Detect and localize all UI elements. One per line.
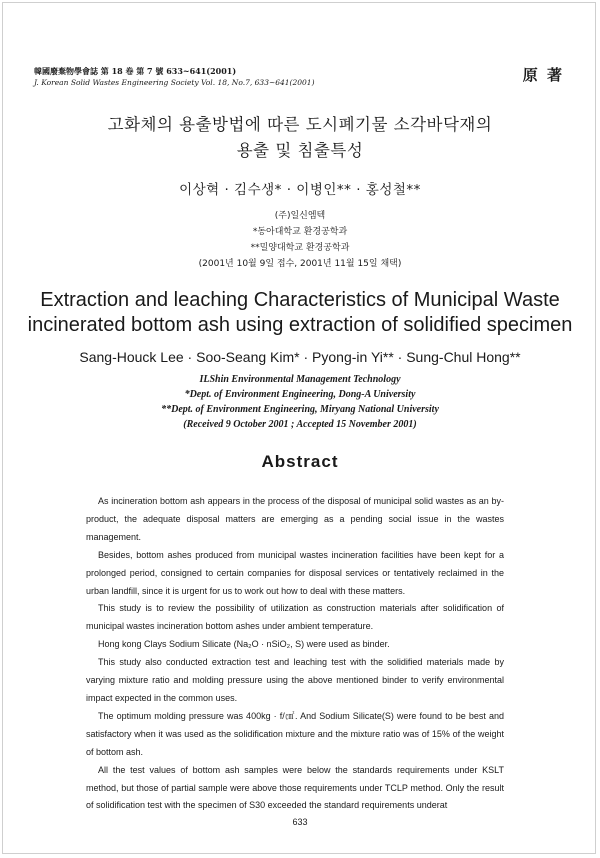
korean-affiliation-1: (주)일신엠텍 (274, 211, 326, 221)
abstract-paragraph: All the test values of bottom ash samples were below the standards requirements under KSLT method, but those of partial sample were above those requirements under TCLP method. Only the result of solidification test with the specimen of S30 exceeded the standard requirements underat (86, 764, 504, 811)
abstract-body (86, 493, 504, 815)
english-dates: (Received 9 October 2001 ; Accepted 15 November 2001) (183, 419, 417, 430)
english-title-line-2: incinerated bottom ash using extraction of solidified specimen (27, 314, 573, 336)
journal-header (34, 66, 315, 88)
korean-affiliation-3: **밀양대학교 환경공학과 (250, 243, 350, 253)
korean-title-line-2: 용출 및 침출특성 (236, 141, 364, 160)
english-affiliation-2: *Dept. of Environment Engineering, Dong-A University (184, 389, 416, 400)
abstract-paragraph: Hong kong Clays Sodium Silicate (Na₂O · nSiO₂, S) were used as binder. (98, 639, 390, 650)
english-title (0, 288, 600, 338)
page-number: 633 (292, 817, 308, 827)
english-title-line-1: Extraction and leaching Characteristics of Municipal Waste (40, 289, 560, 311)
english-affiliations (0, 372, 600, 432)
korean-affiliations (0, 208, 600, 272)
korean-title-line-1: 고화체의 용출방법에 따른 도시폐기물 소각바닥재의 (107, 115, 493, 134)
english-authors: Sang-Houck Lee · Soo-Seang Kim* · Pyong-in Yi** · Sung-Chul Hong** (79, 349, 521, 365)
article-type-label: 原 著 (522, 66, 564, 84)
english-affiliation-1: ILShin Environmental Management Technology (199, 374, 401, 385)
korean-authors: 이상혁 · 김수생* · 이병인** · 홍성철** (179, 182, 421, 198)
abstract-paragraph: This study also conducted extraction test and leaching test with the solidified materials made by varying mixture ratio and molding pressure using the above mentioned binder to verify environmental impact expected in the common uses. (86, 657, 504, 703)
abstract-paragraph: The optimum molding pressure was 400kg · f/㎠. And Sodium Silicate(S) were found to be best and satisfactory when it was used as the solidification mixture and the mixture ratio was of 15% of the weight of bottom ash. (86, 710, 504, 757)
abstract-paragraph: As incineration bottom ash appears in the process of the disposal of municipal solid wastes as an by-product, the adequate disposal matters are emerging as a pending social issue in the wastes management. (86, 496, 504, 542)
journal-name-korean: 韓國廢棄物學會誌 第 18 卷 第 7 號 633~641(2001) (34, 66, 237, 76)
korean-dates: (2001년 10월 9일 접수, 2001년 11월 15일 채택) (198, 259, 402, 269)
korean-title (0, 112, 600, 164)
korean-affiliation-2: *동아대학교 환경공학과 (252, 227, 348, 237)
english-affiliation-3: **Dept. of Environment Engineering, Miryang National University (161, 404, 439, 415)
abstract-paragraph: Besides, bottom ashes produced from municipal wastes incineration facilities have been kept for a prolonged period, consigned to certain companies for disposal services or tentatively reclaimed in the urban landfill, since it is urgent for us to work out how to deal with these matters. (86, 549, 504, 596)
abstract-heading: Abstract (261, 452, 339, 471)
abstract-paragraph: This study is to review the possibility of utilization as construction materials after solidification of municipal wastes incineration bottom ashes under ambient temperature. (86, 603, 504, 632)
journal-name-english: J. Korean Solid Wastes Engineering Society Vol. 18, No.7, 633~641(2001) (34, 78, 315, 87)
